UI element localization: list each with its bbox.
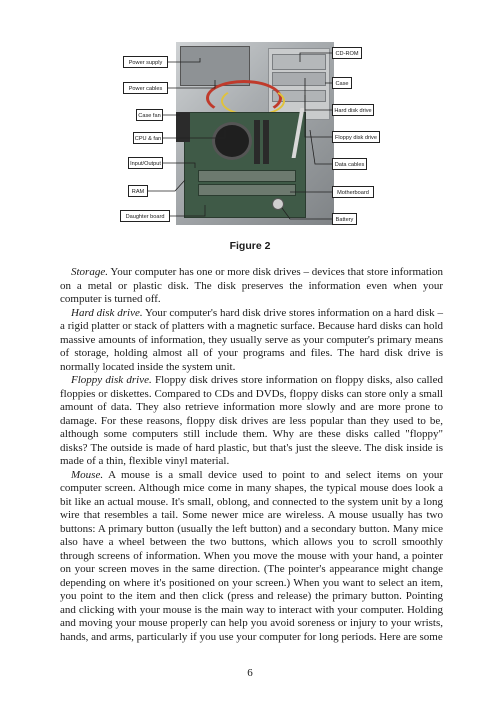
label-input-output: Input/Output — [128, 157, 163, 169]
label-data-cables: Data cables — [332, 158, 367, 170]
label-motherboard: Motherboard — [332, 186, 374, 198]
paragraph-storage — [60, 266, 443, 307]
term-mouse: Mouse. — [71, 468, 104, 481]
term-hard-disk-drive: Hard disk drive. — [71, 306, 143, 319]
figure-caption: Figure 2 — [229, 240, 271, 252]
label-battery: Battery — [332, 213, 357, 225]
label-floppy-disk-drive: Floppy disk drive — [332, 131, 380, 143]
label-cd-rom: CD-ROM — [332, 47, 362, 59]
paragraph-mouse — [60, 469, 443, 645]
label-cpu-fan: CPU & fan — [133, 132, 163, 144]
label-power-cables: Power cables — [123, 82, 168, 94]
label-ram: RAM — [128, 185, 148, 197]
paragraph-text: Floppy disk drives store information on floppy disks, also called floppies or diskettes. Compared to CDs and DVDs, floppy disks can store only a small amount of data. They also retrieve information more slowly and are more prone to damage. For these reasons, floppy disk drives are less popular than they used to be, although some computers still include them. Why are these disks called "floppy" disks? The outside is made of hard plastic, but that's just the sleeve. The disk inside is made of a thin, flexible vinyl material. — [60, 374, 443, 467]
label-leader-lines — [0, 0, 500, 235]
body-text — [60, 266, 443, 644]
paragraph-text: A mouse is a small device used to point to and select items on your computer screen. Although mice come in many shapes, the typical mouse does look a bit like an actual mouse. It's small, oblong, and connected to the system unit by a long wire that resembles a tail. Some newer mice are wireless. A mouse usually has two buttons: A primary button (usually the left button) and a secondary button. Many mice also have a wheel between the two buttons, which allows you to scroll smoothly through screens of information. When you move the mouse with your hand, a pointer on your screen moves in the same direction. (The pointer's appearance might change depending on where it's positioned on your screen.) When you want to select an item, you point to the item and then click (press and release) the primary button. Pointing and clicking with your mouse is the main way to interact with your computer. Holding and moving your mouse properly can help you avoid soreness or injury to your wrists, hands, and arms, particularly if you use your computer for long periods. Here are some — [60, 468, 443, 643]
paragraph-text: Your computer has one or more disk drives – devices that store information on a metal or plastic disk. The disk preserves the information even when your computer is turned off. — [60, 266, 443, 305]
page-number: 6 — [247, 667, 253, 679]
label-case-fan: Case fan — [136, 109, 163, 121]
label-hard-disk-drive: Hard disk drive — [332, 104, 374, 116]
label-daughter-board: Daughter board — [120, 210, 170, 222]
term-floppy-disk-drive: Floppy disk drive. — [71, 374, 152, 386]
paragraph-text: Your computer's hard disk drive stores information on a hard disk – a rigid platter or stack of platters with a magnetic surface. Because hard disks can hold massive amounts of information, they usually serve as your computer's primary means of storage, holding almost all of your programs and files. The hard disk drive is normally located inside the system unit. — [60, 306, 444, 373]
paragraph-floppy-disk-drive — [60, 374, 443, 469]
paragraph-hard-disk-drive — [60, 307, 443, 375]
label-power-supply: Power supply — [123, 56, 168, 68]
label-case: Case — [332, 77, 352, 89]
term-storage: Storage. — [71, 266, 108, 278]
computer-components-figure — [0, 0, 500, 252]
